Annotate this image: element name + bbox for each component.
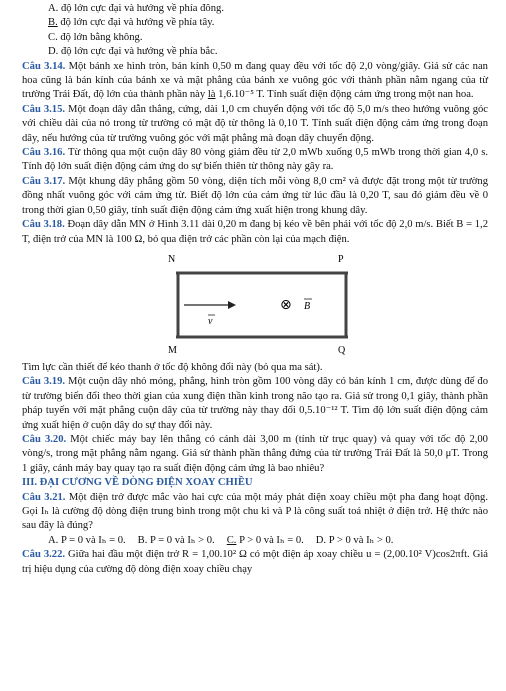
question-number: Câu 3.16. — [22, 147, 66, 159]
question-3-16 — [22, 146, 488, 175]
option-c-letter: C. — [226, 534, 237, 546]
question-text: Đoạn dây dẫn MN ở Hình 3.11 dài 0,20 m đang bị kéo về bên phải với tốc độ 2,0 m/s. Biết B = 1,2 T, điện trở của MN là 100 Ω, bỏ qua điện trở các phần còn lại của mạch điện. — [22, 219, 488, 245]
question-text-end: 1,6.10⁻⁵ T. Tính suất điện động cảm ứng trong một nan hoa. — [215, 89, 474, 101]
option-d: D. P > 0 và Iₕ > 0. — [315, 534, 394, 546]
question-number: Câu 3.18. — [22, 219, 65, 231]
prev-option-c: C. độ lớn bằng không. — [48, 31, 143, 43]
question-number: Câu 3.17. — [22, 175, 66, 187]
option-b: B. P = 0 và Iₕ > 0. — [137, 534, 215, 546]
question-text: Một điện trở được mắc vào hai cực của một máy phát điện xoay chiều một pha đang hoạt động. Gọi Iₕ là cường độ dòng điện trung bình trong một chu kì và P là công suất toả nhiệt ở điện trở. Hệ thức nào sau đây là đúng? — [22, 491, 488, 532]
prev-option-b-letter: B. — [48, 17, 58, 29]
question-3-17 — [22, 175, 488, 218]
question-text: Một chiếc máy bay lên thẳng có cánh dài 3,00 m (tính từ trục quay) và quay với tốc độ 2,00 vòng/s, trong mặt phẳng nằm ngang. Giả sử thành phần thẳng đứng của từ trường Trái Đất là 50,0 μT. Trong 1 giây, cánh máy bay quay tạo ra suất điện động cảm ứng là bao nhiêu? — [22, 433, 488, 474]
label-b: B — [304, 300, 311, 312]
question-3-21 — [22, 491, 488, 534]
question-number: Câu 3.19. — [22, 376, 66, 388]
section-title: III. ĐẠI CƯƠNG VỀ DÒNG ĐIỆN XOAY CHIỀU — [22, 477, 253, 489]
question-number: Câu 3.20. — [22, 433, 67, 445]
question-3-18-task: Tìm lực cần thiết để kéo thanh ở tốc độ không đổi này (bỏ qua ma sát). — [22, 361, 323, 373]
question-text: Từ thông qua một cuộn dây 80 vòng giảm đều từ 2,0 mWb xuống 0,5 mWb trong thời gian 4,0 s. Tính độ lớn suất điện động cảm ứng do sự biến thiên từ thông này gây ra. — [22, 147, 488, 173]
question-3-19 — [22, 375, 488, 433]
question-3-20 — [22, 433, 488, 476]
option-c-text: P > 0 và Iₕ = 0. — [236, 534, 304, 546]
figure-3-11 — [162, 251, 352, 359]
question-text: Một khung dây phẳng gồm 50 vòng, diện tích mỗi vòng 8,0 cm² và được đặt trong một từ trường đồng nhất vuông góc với cảm ứng từ. Biết độ lớn của cảm ứng từ lúc đầu là 0,20 T, sau đó giảm đều về 0 trong thời gian 0,50 giây, tính suất điện động cảm ứng xuất hiện trong khung dây. — [22, 175, 488, 216]
prev-option-d: D. độ lớn cực đại và hướng về phía bắc. — [48, 46, 218, 58]
prev-option-b — [22, 16, 488, 30]
question-number: Câu 3.14. — [22, 60, 66, 72]
question-text: Một đoạn dây dẫn thẳng, cứng, dài 1,0 cm chuyển động với tốc độ 5,0 m/s theo hướng vuông góc với chiều dài của nó trong từ trường có mật độ từ thông là 0,10 T. Tính suất điện động cảm ứng trong đoạn dây, nếu hướng của từ trường vuông góc với mặt phẳng mà đoạn dây chuyển động. — [22, 103, 488, 144]
question-number: Câu 3.15. — [22, 103, 66, 115]
field-into-page-symbol: ⊗ — [280, 296, 292, 313]
velocity-arrowhead — [228, 301, 236, 309]
underlined-word: là — [207, 89, 216, 101]
option-c — [227, 534, 304, 548]
question-3-15 — [22, 103, 488, 146]
prev-option-b-text: độ lớn cực đại và hướng về phía tây. — [60, 17, 215, 29]
question-3-22 — [22, 548, 488, 577]
question-text: Một bánh xe hình tròn, bán kính 0,50 m đang quay đều với tốc độ 2,0 vòng/giây. Giả sử các nan hoa cũng là bán kính của bánh xe và mặt phẳng của bánh xe vuông góc với thành phần nằm ngang của từ trường Trái Đất, độ lớn của thành phần này — [22, 60, 488, 101]
question-number: Câu 3.22. — [22, 549, 66, 561]
question-text: Giữa hai đầu một điện trở R = 1,00.10² Ω có một điện áp xoay chiều u = (2,00.10² V)cos2πft. Giá trị hiệu dụng của cường độ dòng điện xoay chiều chạy — [22, 549, 488, 575]
circuit-diagram — [162, 251, 352, 359]
prev-option-a: A. độ lớn cực đại và hướng về phía đông. — [48, 3, 224, 14]
question-3-14 — [22, 60, 488, 103]
label-v: v — [208, 315, 213, 327]
option-a: A. P = 0 và Iₕ = 0. — [48, 534, 126, 546]
question-3-18 — [22, 218, 488, 247]
question-number: Câu 3.21. — [22, 491, 66, 503]
label-q: Q — [338, 344, 346, 356]
label-n: N — [168, 253, 176, 265]
question-3-21-options — [22, 534, 488, 548]
label-m: M — [168, 344, 177, 356]
label-p: P — [338, 253, 344, 265]
question-text: Một cuộn dây nhỏ mỏng, phẳng, hình tròn gồm 100 vòng dây có bán kính 1 cm, được dùng để đo từ trường biến đổi theo thời gian của xung điện thần kinh trong não tạo ra. Giả sử trong 0,1 giây, thành phần pháp tuyến với mặt phẳng cuộn dây của từ trường này thay đổi 0,5.10⁻¹² T. Tìm độ lớn suất điện động cảm ứng xuất hiện ở cuộn dây do sự thay đổi này. — [22, 376, 488, 431]
